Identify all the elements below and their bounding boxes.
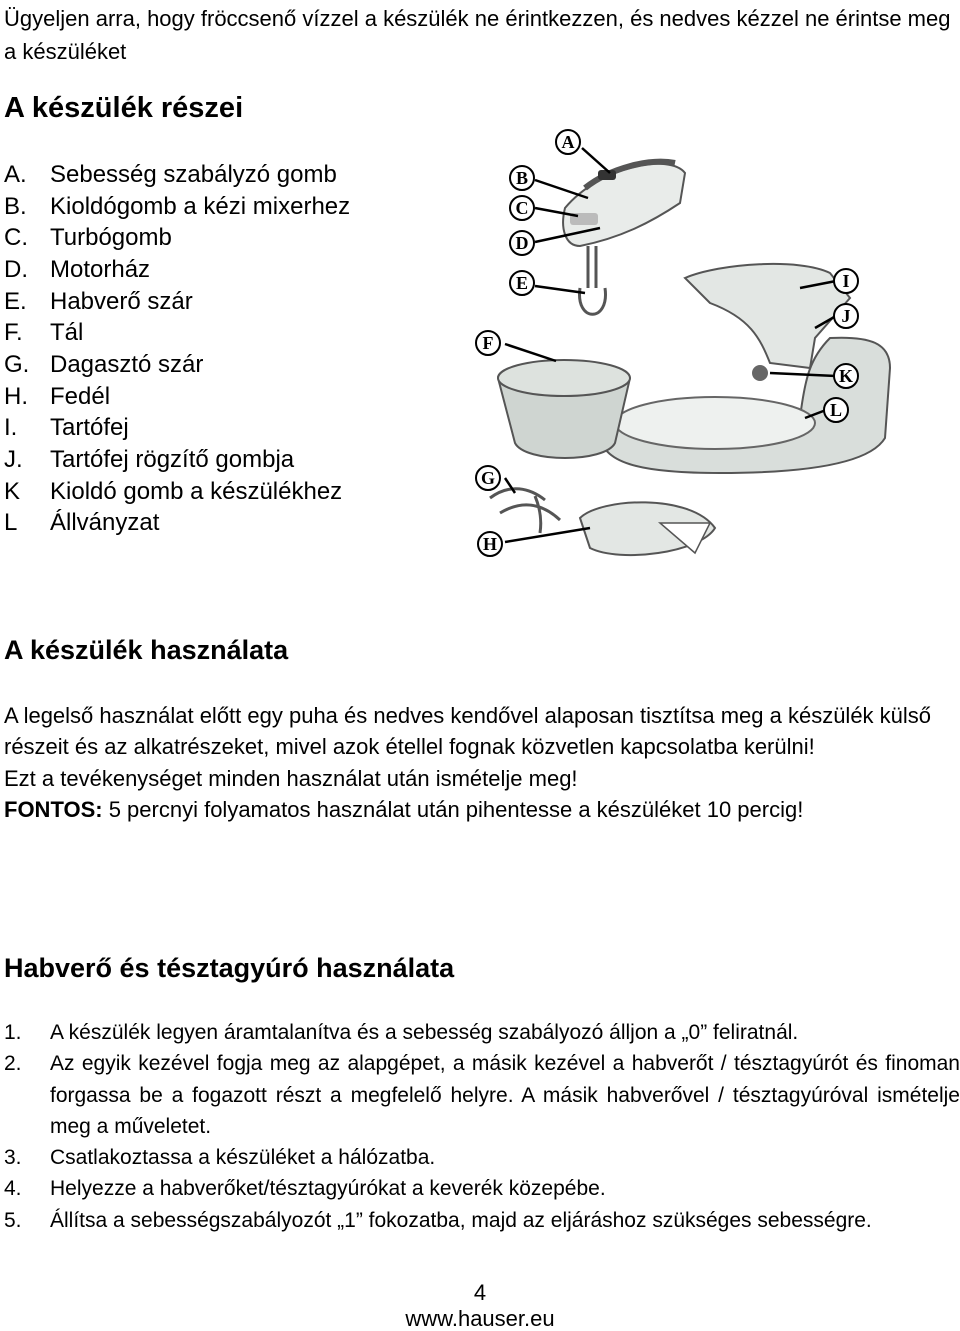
- part-item-f: [4, 317, 350, 349]
- part-key: I.: [4, 414, 18, 442]
- turntable-shape: [615, 397, 815, 449]
- part-key: E.: [4, 287, 27, 315]
- mixer-section-title: Habverő és tésztagyúró használata: [4, 953, 455, 983]
- figure-label: C: [515, 198, 529, 218]
- part-key: J.: [4, 446, 23, 474]
- part-label: Sebesség szabályzó gomb: [50, 160, 337, 188]
- part-item-b: [4, 191, 350, 223]
- part-label: Habverő szár: [50, 287, 193, 315]
- step-item-4: [4, 1173, 960, 1204]
- label-l-marker: [824, 398, 848, 422]
- figure-label: L: [829, 400, 843, 420]
- part-item-d: [4, 254, 350, 286]
- part-key: F.: [4, 319, 23, 347]
- label-g-marker: [476, 466, 500, 490]
- figure-label: D: [515, 233, 529, 253]
- label-a-marker: [556, 130, 580, 154]
- part-item-a: [4, 159, 350, 191]
- figure-label: I: [842, 271, 850, 291]
- step-number: 4.: [4, 1177, 22, 1201]
- step-text: Az egyik kezével fogja meg az alapgépet, a másik kezével a habverőt / tésztagyúrót és finoman forgassa be a fogazott részt a megfelelő helyre. A másik habverővel / tésztagyúróval ismételje meg a műveletet.: [50, 1052, 960, 1138]
- step-item-3: [4, 1142, 960, 1173]
- important-text: 5 percnyi folyamatos használat után pihentesse a készüléket 10 percig!: [102, 796, 804, 822]
- part-label: Tartófej: [50, 414, 129, 442]
- step-text: A készülék legyen áramtalanítva és a sebesség szabályozó álljon a „0” feliratnál.: [50, 1021, 799, 1044]
- part-item-i: [4, 413, 350, 445]
- part-label: Turbógomb: [50, 224, 172, 252]
- parts-section-title: A készülék részei: [4, 92, 244, 124]
- step-item-2: [4, 1048, 960, 1142]
- part-key: L: [4, 509, 18, 537]
- figure-label: G: [480, 468, 496, 488]
- step-item-1: [4, 1017, 960, 1048]
- label-c-marker: [510, 196, 534, 220]
- part-key: B.: [4, 192, 27, 220]
- label-b-marker: [510, 166, 534, 190]
- label-f-marker: [476, 331, 500, 355]
- part-item-e: [4, 286, 350, 318]
- page-number: 4: [473, 1280, 487, 1305]
- part-label: Kioldó gomb a készülékhez: [50, 477, 343, 505]
- release-button-shape: [752, 365, 768, 381]
- part-item-l: [4, 508, 350, 540]
- figure-label: H: [482, 534, 498, 554]
- label-i-marker: [834, 269, 858, 293]
- mixer-diagram: [470, 128, 960, 578]
- step-number: 3.: [4, 1146, 22, 1170]
- figure-label: J: [841, 306, 851, 326]
- figure-label: E: [515, 273, 529, 293]
- figure-label: F: [482, 333, 494, 353]
- label-h-marker: [478, 532, 502, 556]
- important-note: [4, 794, 959, 825]
- step-text: Csatlakoztassa a készüléket a hálózatba.: [50, 1146, 436, 1170]
- part-item-g: [4, 349, 350, 381]
- part-item-j: [4, 444, 350, 476]
- bowl-rim-shape: [498, 360, 630, 396]
- part-label: Tál: [50, 319, 84, 347]
- part-item-c: [4, 222, 350, 254]
- figure-label: K: [838, 366, 854, 386]
- part-key: A.: [4, 160, 27, 188]
- beater-shape: [580, 246, 606, 314]
- part-label: Dagasztó szár: [50, 350, 204, 378]
- step-item-5: [4, 1205, 960, 1236]
- part-label: Kioldógomb a kézi mixerhez: [50, 192, 351, 220]
- usage-section-title: A készülék használata: [4, 635, 289, 665]
- part-label: Tartófej rögzítő gombja: [50, 446, 295, 474]
- website-link[interactable]: www.hauser.eu: [405, 1306, 555, 1331]
- figure-label: B: [515, 168, 529, 188]
- step-number: 1.: [4, 1021, 22, 1044]
- mixer-steps-list: [4, 1017, 960, 1236]
- hand-mixer-shape: [563, 164, 685, 246]
- part-label: Fedél: [50, 382, 111, 410]
- label-j-marker: [834, 304, 858, 328]
- step-number: 2.: [4, 1052, 22, 1076]
- part-item-k: [4, 476, 350, 508]
- dough-hook-shape: [490, 489, 560, 533]
- label-e-marker: [510, 271, 534, 295]
- usage-section-body: [4, 700, 959, 825]
- label-k-marker: [834, 364, 858, 388]
- safety-warning: Ügyeljen arra, hogy fröccsenő vízzel a készülék ne érintkezzen, és nedves kézzel ne érintse meg a készüléket: [4, 6, 951, 64]
- figure-label: A: [561, 132, 575, 152]
- part-label: Állványzat: [50, 509, 160, 537]
- parts-list: [4, 159, 350, 539]
- usage-paragraph-first-use: A legelső használat előtt egy puha és nedves kendővel alaposan tisztítsa meg a készülék külső részeit és az alkatrészeket, mivel azok étellel fognak közvetlen kapcsolatba kerülni!: [4, 703, 932, 760]
- step-number: 5.: [4, 1208, 22, 1232]
- part-key: C.: [4, 224, 28, 252]
- part-item-h: [4, 381, 350, 413]
- important-label: FONTOS:: [4, 796, 103, 822]
- part-key: H.: [4, 382, 28, 410]
- label-d-marker: [510, 231, 534, 255]
- part-key: G.: [4, 350, 30, 378]
- step-text: Helyezze a habverőket/tésztagyúrókat a keverék közepébe.: [50, 1177, 606, 1201]
- part-key: D.: [4, 255, 28, 283]
- step-text: Állítsa a sebességszabályozót „1” fokozatba, majd az eljáráshoz szükséges sebességre.: [50, 1208, 872, 1232]
- usage-paragraph-repeat: Ezt a tevékenységet minden használat után ismételje meg!: [4, 765, 578, 791]
- part-label: Motorház: [50, 255, 151, 283]
- part-key: K: [4, 477, 21, 505]
